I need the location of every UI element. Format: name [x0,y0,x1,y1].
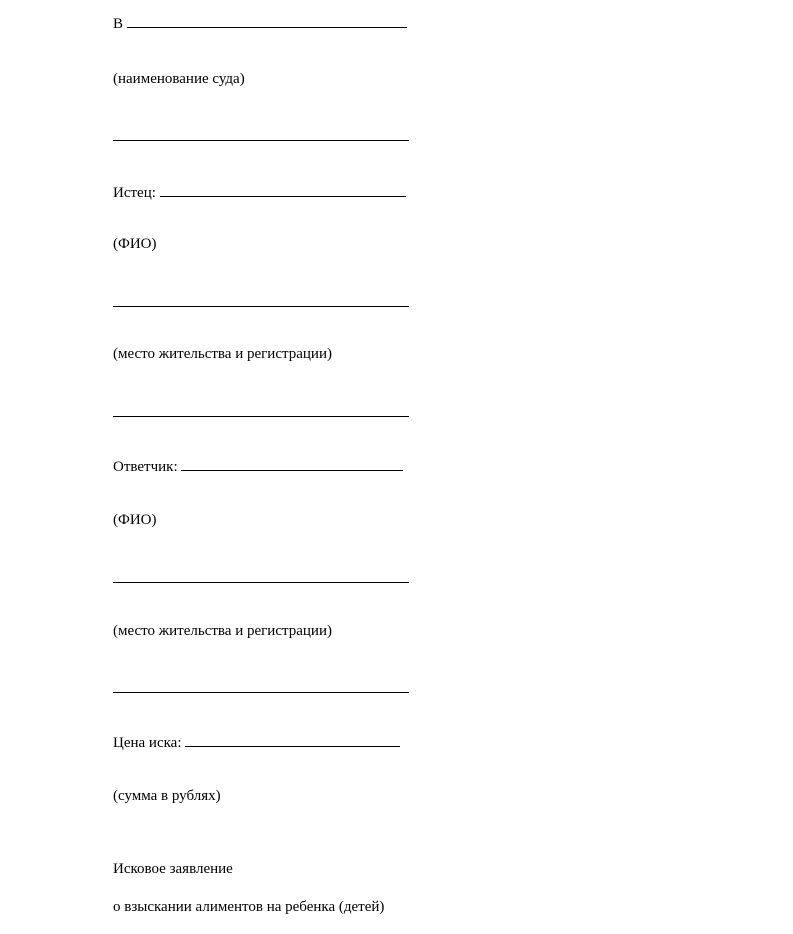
plaintiff-extra-line [113,402,409,422]
court-line [113,13,407,33]
defendant-address-line [113,568,409,588]
defendant-name-caption: (ФИО) [113,512,157,528]
claim-price-caption: (сумма в рублях) [113,788,221,804]
defendant-line [113,456,403,476]
plaintiff-label: Истец: [113,185,156,201]
court-extra-line [113,126,409,146]
claim-price-label: Цена иска: [113,735,182,751]
document-title: Исковое заявление [113,861,233,877]
plaintiff-name-blank[interactable] [160,182,406,197]
court-caption: (наименование суда) [113,71,245,87]
plaintiff-extra-blank[interactable] [113,402,409,417]
defendant-address-caption: (место жительства и регистрации) [113,623,332,639]
defendant-name-blank[interactable] [181,456,403,471]
defendant-extra-line [113,678,409,698]
claim-price-blank[interactable] [185,732,400,747]
court-prefix: В [113,16,124,32]
plaintiff-name-caption: (ФИО) [113,236,157,252]
plaintiff-address-line [113,292,409,312]
defendant-label: Ответчик: [113,459,178,475]
plaintiff-line [113,182,406,202]
document-subtitle: о взыскании алиментов на ребенка (детей) [113,899,385,915]
defendant-address-blank[interactable] [113,568,409,583]
defendant-extra-blank[interactable] [113,678,409,693]
plaintiff-address-caption: (место жительства и регистрации) [113,346,332,362]
plaintiff-address-blank[interactable] [113,292,409,307]
court-extra-blank[interactable] [113,126,409,141]
court-name-blank[interactable] [127,13,407,28]
claim-price-line [113,732,400,752]
